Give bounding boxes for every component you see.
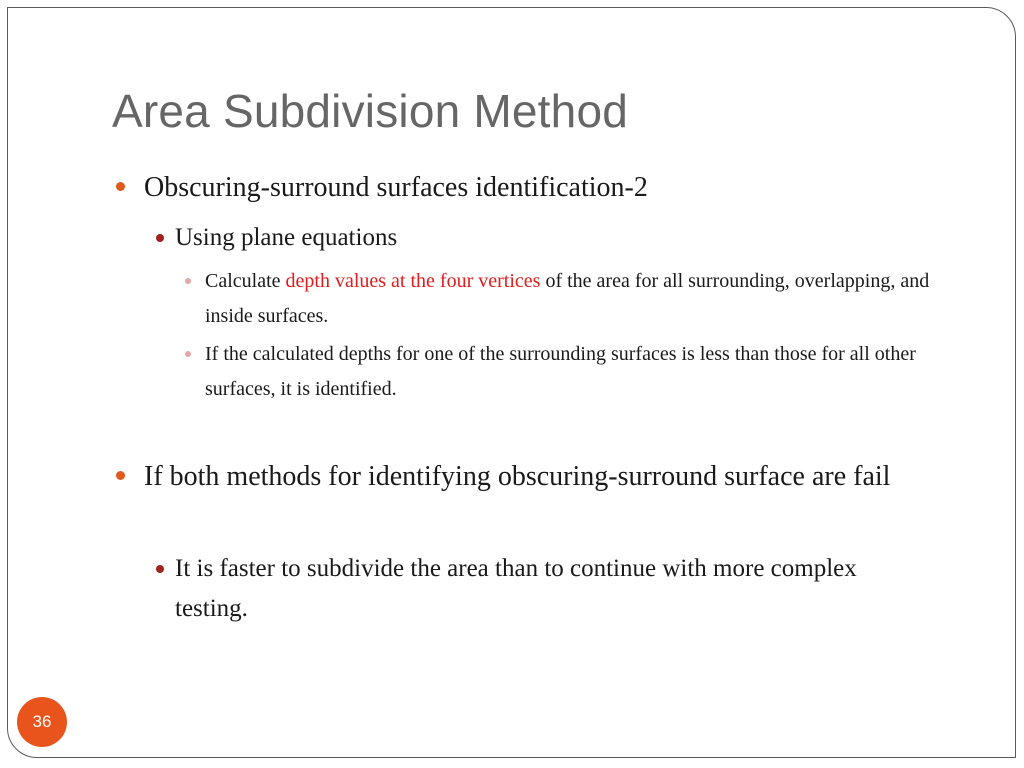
bullet-dot-icon	[185, 351, 191, 357]
highlighted-depth-values: depth values at the four vertices	[285, 270, 541, 292]
bullet-dot-icon	[156, 234, 164, 242]
slide-title: Area Subdivision Method	[112, 85, 629, 137]
calculate-rest-text: of the area for all surrounding, overlapping, and inside surfaces.	[205, 270, 930, 327]
bullet-calculated-depths: If the calculated depths for one of the surrounding surfaces is less than those for all other surfaces, it is identified.	[205, 343, 916, 400]
calculate-text: Calculate	[205, 270, 286, 292]
bullet-dot-icon	[185, 278, 191, 284]
bullet-obscuring-surround: Obscuring-surround surfaces identification-2	[144, 172, 648, 203]
bullet-dot-icon	[116, 182, 125, 191]
bullet-dot-icon	[116, 471, 125, 480]
bullet-both-methods-fail: If both methods for identifying obscuring-surround surface are fail	[144, 461, 891, 492]
bullet-plane-equations: Using plane equations	[175, 224, 398, 251]
bullet-dot-icon	[156, 565, 164, 573]
page-number-badge: 36	[17, 697, 67, 747]
bullet-faster-subdivide: It is faster to subdivide the area than to continue with more complex testing.	[175, 555, 857, 622]
bullet-calculate-depth	[205, 264, 975, 334]
